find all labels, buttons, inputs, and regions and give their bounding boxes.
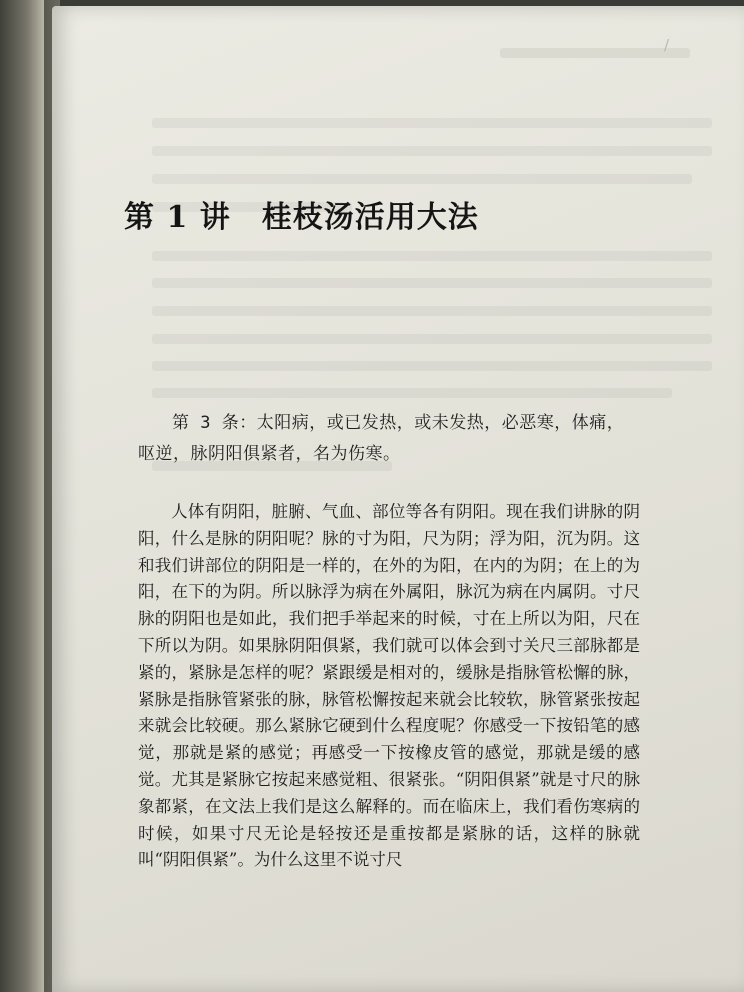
bleed-through-line [152, 278, 712, 288]
left-page-edge [0, 0, 44, 992]
article-text: 第 3 条：太阳病，或已发热，或未发热，必恶寒，体痛，呕逆，脉阴阳俱紧者，名为伤寒。 [138, 413, 625, 464]
bleed-through-line [152, 146, 712, 156]
bleed-through-line [152, 118, 712, 128]
bleed-through-line [152, 361, 712, 371]
bleed-through-line [152, 174, 692, 184]
body-paragraph: 人体有阴阳，脏腑、气血、部位等各有阴阳。现在我们讲脉的阴阳，什么是脉的阴阳呢？脉的寸为阳，尺为阴；浮为阳，沉为阴。这和我们讲部位的阴阳是一样的，在外的为阳，在内的为阴；在上的为阳，在下的为阴。所以脉浮为病在外属阳，脉沉为病在内属阴。寸尺脉的阴阳也是如此，我们把手举起来的时候，寸在上所以为阳，尺在下所以为阴。如果脉阴阳俱紧，我们就可以体会到寸关尺三部脉都是紧的，紧脉是怎样的呢？紧跟缓是相对的，缓脉是指脉管松懈的脉，紧脉是指脉管紧张的脉，脉管松懈按起来就会比较软，脉管紧张按起来就会比较硬。那么紧脉它硬到什么程度呢？你感受一下按铅笔的感觉，那就是紧的感觉；再感受一下按橡皮管的感觉，那就是缓的感觉。尤其是紧脉它按起来感觉粗、很紧张。“阴阳俱紧”就是寸尺的脉象都紧，在文法上我们是这么解释的。而在临床上，我们看伤寒病的时候，如果寸尺无论是轻按还是重按都是紧脉的话，这样的脉就叫“阴阳俱紧”。为什么这里不说寸尺 [138, 502, 640, 870]
running-header-showthrough [500, 48, 690, 58]
bleed-through-line [152, 306, 712, 316]
chapter-title: 第 1 讲 桂枝汤活用大法 [124, 200, 479, 235]
bleed-through-line [152, 388, 672, 398]
bleed-through-line [152, 251, 712, 261]
bleed-through-line [152, 334, 712, 344]
page-number-showthrough: / [664, 36, 670, 54]
